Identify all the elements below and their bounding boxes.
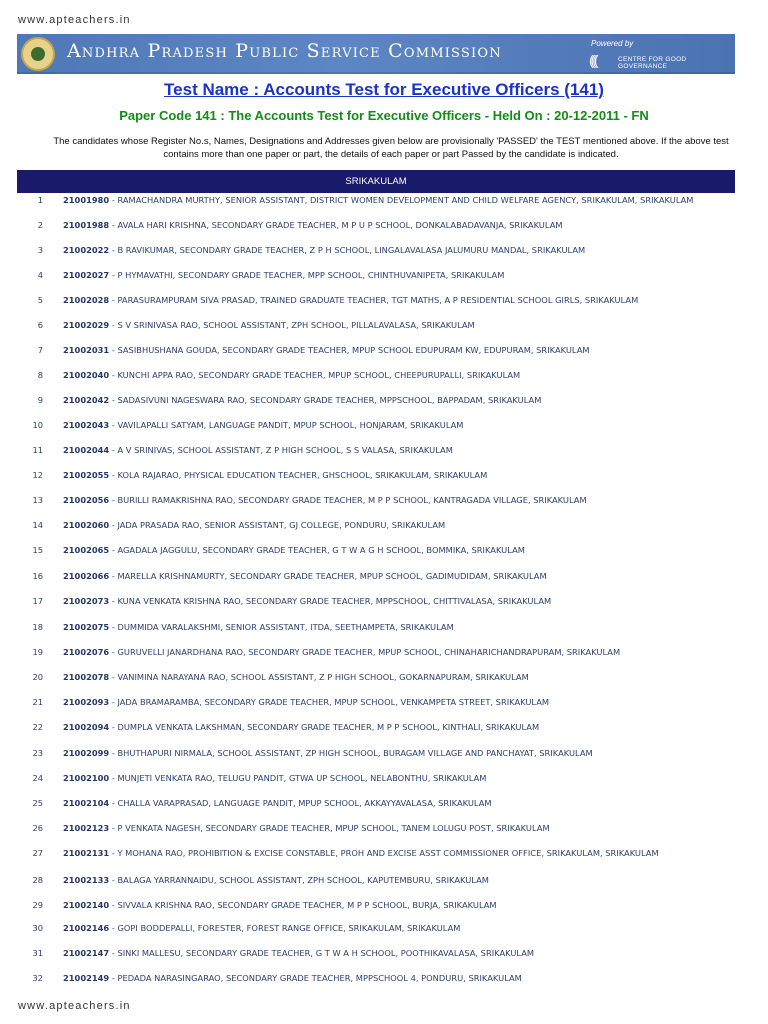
register-number: 21002044 (63, 445, 110, 455)
row-details (63, 900, 731, 910)
row-details (63, 973, 731, 983)
test-name-heading: Test Name : Accounts Test for Executive Officers (141) (164, 80, 604, 99)
row-number: 12 (32, 470, 43, 480)
candidate-details: - JADA PRASADA RAO, SENIOR ASSISTANT, GJ COLLEGE, PONDURU, SRIKAKULAM (109, 520, 446, 530)
row-details (63, 545, 731, 555)
register-number: 21001980 (63, 195, 110, 205)
candidate-details: - DUMPLA VENKATA LAKSHMAN, SECONDARY GRADE TEACHER, M P P SCHOOL, KINTHALI, SRIKAKULAM (109, 722, 540, 732)
row-details (63, 245, 731, 255)
row-details (63, 470, 731, 480)
row-details (63, 848, 731, 858)
candidate-details: - RAMACHANDRA MURTHY, SENIOR ASSISTANT, DISTRICT WOMEN DEVELOPMENT AND CHILD WELFARE AGENCY, SRIKAKULAM, SRIKAKULAM (109, 195, 694, 205)
row-details (63, 370, 731, 380)
row-details (63, 295, 731, 305)
row-number: 28 (32, 875, 43, 885)
candidate-details: - KUNCHI APPA RAO, SECONDARY GRADE TEACHER, MPUP SCHOOL, CHEEPURUPALLI, SRIKAKULAM (109, 370, 521, 380)
register-number: 21002133 (63, 875, 110, 885)
candidate-details: - JADA BRAMARAMBA, SECONDARY GRADE TEACHER, MPUP SCHOOL, VENKAMPETA STREET, SRIKAKULAM (109, 697, 550, 707)
register-number: 21002027 (63, 270, 110, 280)
row-number: 20 (32, 672, 43, 682)
row-details (63, 320, 731, 330)
candidate-details: - PARASURAMPURAM SIVA PRASAD, TRAINED GRADUATE TEACHER, TGT MATHS, A P RESIDENTIAL SCHOOL GIRLS, SRIKAKULAM (109, 295, 639, 305)
register-number: 21001988 (63, 220, 110, 230)
row-number: 32 (32, 973, 43, 983)
row-number: 5 (37, 295, 43, 305)
cgg-logo-icon: (((( (589, 52, 596, 68)
row-number: 1 (37, 195, 43, 205)
row-number: 24 (32, 773, 43, 783)
register-number: 21002123 (63, 823, 110, 833)
candidate-details: - SIVVALA KRISHNA RAO, SECONDARY GRADE TEACHER, M P P SCHOOL, BURJA, SRIKAKULAM (109, 900, 497, 910)
candidate-details: - A V SRINIVAS, SCHOOL ASSISTANT, Z P HIGH SCHOOL, S S VALASA, SRIKAKULAM (109, 445, 453, 455)
row-details (63, 495, 731, 505)
row-details (63, 672, 731, 682)
row-number: 11 (32, 445, 43, 455)
register-number: 21002075 (63, 622, 110, 632)
row-details (63, 773, 731, 783)
register-number: 21002042 (63, 395, 110, 405)
row-number: 10 (32, 420, 43, 430)
candidate-details: - SADASIVUNI NAGESWARA RAO, SECONDARY GRADE TEACHER, MPPSCHOOL, BAPPADAM, SRIKAKULAM (109, 395, 542, 405)
row-number: 4 (37, 270, 43, 280)
row-details (63, 875, 731, 885)
row-details (63, 948, 731, 958)
row-details (63, 722, 731, 732)
register-number: 21002056 (63, 495, 110, 505)
row-number: 21 (32, 697, 43, 707)
register-number: 21002076 (63, 647, 110, 657)
row-details (63, 520, 731, 530)
row-details (63, 596, 731, 606)
row-details (63, 823, 731, 833)
paper-code-heading: Paper Code 141 : The Accounts Test for Executive Officers - Held On : 20-12-2011 - FN (119, 108, 649, 123)
candidate-details: - VAVILAPALLI SATYAM, LANGUAGE PANDIT, MPUP SCHOOL, HONJARAM, SRIKAKULAM (109, 420, 464, 430)
district-header (17, 170, 735, 193)
row-details (63, 220, 731, 230)
banner-title: Andhra Pradesh Public Service Commission (67, 40, 502, 62)
candidate-details: - GURUVELLI JANARDHANA RAO, SECONDARY GRADE TEACHER, MPUP SCHOOL, CHINAHARICHANDRAPURAM, SRIKAKULAM (109, 647, 621, 657)
candidate-details: - GOPI BODDEPALLI, FORESTER, FOREST RANGE OFFICE, SRIKAKULAM, SRIKAKULAM (109, 923, 461, 933)
row-number: 13 (32, 495, 43, 505)
row-number: 25 (32, 798, 43, 808)
row-number: 18 (32, 622, 43, 632)
row-number: 29 (32, 900, 43, 910)
register-number: 21002104 (63, 798, 110, 808)
row-number: 14 (32, 520, 43, 530)
row-number: 17 (32, 596, 43, 606)
register-number: 21002100 (63, 773, 110, 783)
candidate-details: - BHUTHAPURI NIRMALA, SCHOOL ASSISTANT, ZP HIGH SCHOOL, BURAGAM VILLAGE AND PANCHAYAT, SRIKAKULAM (109, 748, 593, 758)
register-number: 21002073 (63, 596, 110, 606)
row-details (63, 748, 731, 758)
row-number: 9 (37, 395, 43, 405)
candidate-details: - P HYMAVATHI, SECONDARY GRADE TEACHER, MPP SCHOOL, CHINTHUVANIPETA, SRIKAKULAM (109, 270, 505, 280)
candidate-details: - BURILLI RAMAKRISHNA RAO, SECONDARY GRADE TEACHER, M P P SCHOOL, KANTRAGADA VILLAGE, SRIKAKULAM (109, 495, 587, 505)
register-number: 21002040 (63, 370, 110, 380)
row-number: 19 (32, 647, 43, 657)
row-details (63, 345, 731, 355)
header-banner (17, 34, 735, 74)
register-number: 21002093 (63, 697, 110, 707)
row-details (63, 571, 731, 581)
register-number: 21002028 (63, 295, 110, 305)
site-url-bottom: www.apteachers.in (18, 1000, 131, 1012)
candidate-details: - KUNA VENKATA KRISHNA RAO, SECONDARY GRADE TEACHER, MPPSCHOOL, CHITTIVALASA, SRIKAKULAM (109, 596, 552, 606)
row-details (63, 195, 731, 205)
row-number: 6 (37, 320, 43, 330)
powered-by-label: Powered by (591, 39, 634, 48)
row-details (63, 647, 731, 657)
candidate-details: - SINKI MALLESU, SECONDARY GRADE TEACHER, G T W A H SCHOOL, POOTHIKAVALASA, SRIKAKULAM (109, 948, 535, 958)
candidate-details: - SASIBHUSHANA GOUDA, SECONDARY GRADE TEACHER, MPUP SCHOOL EDUPURAM KW, EDUPURAM, SRIKAKULAM (109, 345, 590, 355)
row-number: 3 (37, 245, 43, 255)
candidate-details: - CHALLA VARAPRASAD, LANGUAGE PANDIT, MPUP SCHOOL, AKKAYYAVALASA, SRIKAKULAM (109, 798, 492, 808)
candidate-details: - P VENKATA NAGESH, SECONDARY GRADE TEACHER, MPUP SCHOOL, TANEM LOLUGU POST, SRIKAKULAM (109, 823, 550, 833)
row-details (63, 420, 731, 430)
register-number: 21002043 (63, 420, 110, 430)
register-number: 21002066 (63, 571, 110, 581)
row-number: 16 (32, 571, 43, 581)
candidate-details: - PEDADA NARASINGARAO, SECONDARY GRADE TEACHER, MPPSCHOOL 4, PONDURU, SRIKAKULAM (109, 973, 522, 983)
register-number: 21002055 (63, 470, 110, 480)
row-details (63, 798, 731, 808)
row-number: 8 (37, 370, 43, 380)
row-number: 22 (32, 722, 43, 732)
apspsc-seal-icon (21, 37, 55, 71)
register-number: 21002031 (63, 345, 110, 355)
candidate-details: - VANIMINA NARAYANA RAO, SCHOOL ASSISTANT, Z P HIGH SCHOOL, GOKARNAPURAM, SRIKAKULAM (109, 672, 529, 682)
candidate-details: - KOLA RAJARAO, PHYSICAL EDUCATION TEACHER, GHSCHOOL, SRIKAKULAM, SRIKAKULAM (109, 470, 488, 480)
candidate-details: - DUMMIDA VARALAKSHMI, SENIOR ASSISTANT, ITDA, SEETHAMPETA, SRIKAKULAM (109, 622, 454, 632)
row-details (63, 923, 731, 933)
register-number: 21002022 (63, 245, 110, 255)
candidate-details: - AGADALA JAGGULU, SECONDARY GRADE TEACHER, G T W A G H SCHOOL, BOMMIKA, SRIKAKULAM (109, 545, 525, 555)
site-url-top: www.apteachers.in (18, 14, 131, 26)
district-name: SRIKAKULAM (345, 176, 407, 187)
row-number: 15 (32, 545, 43, 555)
register-number: 21002078 (63, 672, 110, 682)
row-details (63, 697, 731, 707)
register-number: 21002131 (63, 848, 110, 858)
row-details (63, 622, 731, 632)
row-details (63, 395, 731, 405)
register-number: 21002094 (63, 722, 110, 732)
row-number: 26 (32, 823, 43, 833)
row-details (63, 445, 731, 455)
register-number: 21002099 (63, 748, 110, 758)
candidate-details: - AVALA HARI KRISHNA, SECONDARY GRADE TEACHER, M P U P SCHOOL, DONKALABADAVANJA, SRIKAKULAM (109, 220, 563, 230)
row-number: 2 (37, 220, 43, 230)
register-number: 21002140 (63, 900, 110, 910)
candidate-details: - Y MOHANA RAO, PROHIBITION & EXCISE CONSTABLE, PROH AND EXCISE ASST COMMISSIONER OFFICE, SRIKAKULAM, SRIKAKULAM (109, 848, 659, 858)
row-number: 30 (32, 923, 43, 933)
register-number: 21002147 (63, 948, 110, 958)
candidate-details: - S V SRINIVASA RAO, SCHOOL ASSISTANT, ZPH SCHOOL, PILLALAVALASA, SRIKAKULAM (109, 320, 475, 330)
intro-paragraph: The candidates whose Register No.s, Names, Designations and Addresses given below are provisionally 'PASSED' the TEST mentioned above. If the above test contains more than one paper or part, the details of each paper or part Passed by the candidate is indicated. (53, 136, 729, 160)
row-number: 7 (37, 345, 43, 355)
register-number: 21002060 (63, 520, 110, 530)
register-number: 21002065 (63, 545, 110, 555)
candidate-details: - BALAGA YARRANNAIDU, SCHOOL ASSISTANT, ZPH SCHOOL, KAPUTEMBURU, SRIKAKULAM (109, 875, 489, 885)
cgg-logo-text: CENTRE FOR GOOD GOVERNANCE (618, 56, 687, 70)
candidate-details: - MARELLA KRISHNAMURTY, SECONDARY GRADE TEACHER, MPUP SCHOOL, GADIMUDIDAM, SRIKAKULAM (109, 571, 547, 581)
register-number: 21002146 (63, 923, 110, 933)
row-number: 23 (32, 748, 43, 758)
register-number: 21002149 (63, 973, 110, 983)
register-number: 21002029 (63, 320, 110, 330)
candidate-details: - B RAVIKUMAR, SECONDARY GRADE TEACHER, Z P H SCHOOL, LINGALAVALASA JALUMURU MANDAL, SRIKAKULAM (109, 245, 586, 255)
row-details (63, 270, 731, 280)
row-number: 31 (32, 948, 43, 958)
row-number: 27 (32, 848, 43, 858)
candidate-details: - MUNJETI VENKATA RAO, TELUGU PANDIT, GTWA UP SCHOOL, NELABONTHU, SRIKAKULAM (109, 773, 487, 783)
